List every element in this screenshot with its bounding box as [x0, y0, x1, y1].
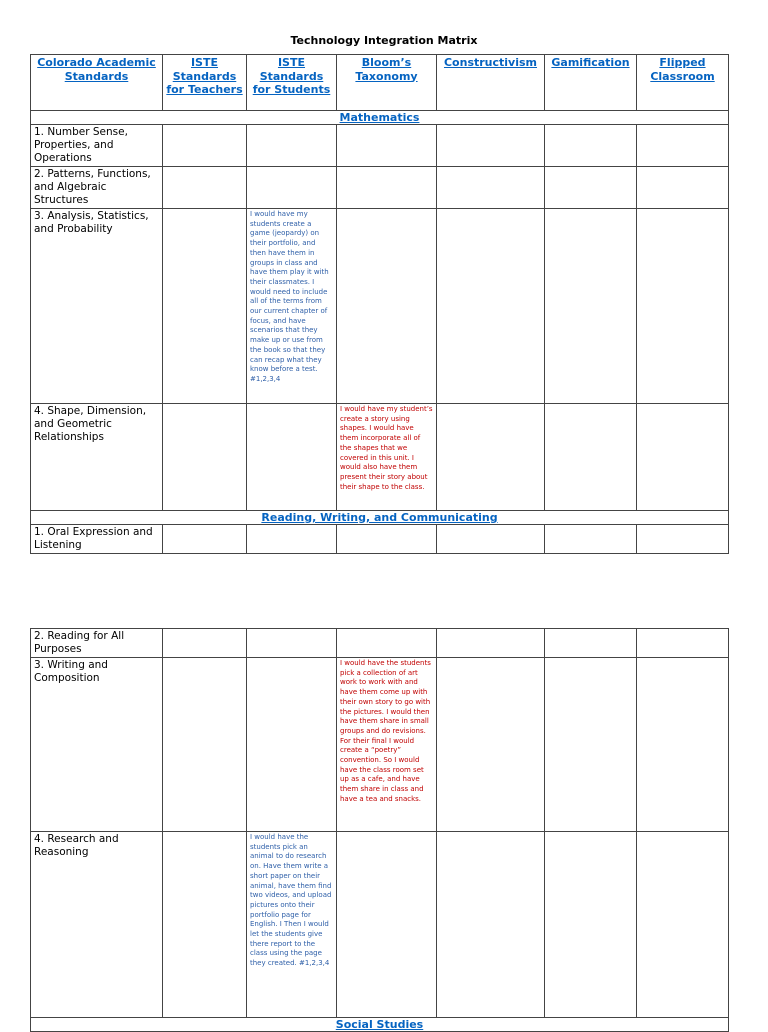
matrix-cell — [545, 167, 637, 209]
matrix-cell — [545, 404, 637, 511]
activity-note: I would have the students pick a collection of art work to work with and have them come up with their own story to go with the pictures. I would then have them share in small groups and do revisions. For their final I would create a “poetry” convention. So I would have the class room set up as a cafe, and have them share in class and have a tea and snacks. — [337, 658, 437, 832]
matrix-cell — [247, 404, 337, 511]
row-label: 4. Shape, Dimension, and Geometric Relationships — [31, 404, 163, 511]
matrix-cell — [163, 209, 247, 404]
document-title: Technology Integration Matrix — [290, 34, 478, 47]
matrix-cell — [437, 125, 545, 167]
matrix-cell — [637, 658, 729, 832]
matrix-cell — [437, 629, 545, 658]
header-row — [31, 55, 729, 111]
section-row-reading — [31, 511, 729, 525]
matrix-cell — [163, 525, 247, 554]
column-header-blooms[interactable]: Bloom’s Taxonomy — [337, 55, 437, 111]
matrix-cell — [337, 832, 437, 1018]
matrix-cell — [437, 404, 545, 511]
table-row — [31, 167, 729, 209]
row-label: 3. Writing and Composition — [31, 658, 163, 832]
column-header-flipped[interactable]: Flipped Classroom — [637, 55, 729, 111]
matrix-cell — [247, 525, 337, 554]
matrix-cell — [247, 125, 337, 167]
matrix-cell — [545, 629, 637, 658]
matrix-cell — [545, 658, 637, 832]
matrix-cell — [637, 167, 729, 209]
matrix-cell — [437, 167, 545, 209]
table-row — [31, 832, 729, 1018]
matrix-cell — [437, 209, 545, 404]
section-row-social-studies — [31, 1018, 729, 1032]
matrix-cell — [247, 629, 337, 658]
matrix-cell — [337, 209, 437, 404]
column-header-iste-students[interactable]: ISTE Standards for Students — [247, 55, 337, 111]
column-header-iste-teachers[interactable]: ISTE Standards for Teachers — [163, 55, 247, 111]
matrix-cell — [163, 832, 247, 1018]
matrix-cell — [247, 658, 337, 832]
matrix-cell — [545, 125, 637, 167]
activity-note: I would have the students pick an animal to do research on. Have them write a short paper on their animal, have them find two videos, and upload pictures onto their portfolio page for English. I Then I would let the students give there report to the class using the page they created. #1,2,3,4 — [247, 832, 337, 1018]
matrix-cell — [337, 525, 437, 554]
matrix-cell — [437, 832, 545, 1018]
row-label: 1. Oral Expression and Listening — [31, 525, 163, 554]
matrix-cell — [247, 167, 337, 209]
matrix-cell — [163, 167, 247, 209]
column-header-gamification[interactable]: Gamification — [545, 55, 637, 111]
column-header-constructivism[interactable]: Constructivism — [437, 55, 545, 111]
matrix-cell — [637, 209, 729, 404]
activity-note: I would have my students create a game (jeopardy) on their portfolio, and then have them in groups in class and have them play it with their classmates. I would need to include all of the terms from our current chapter of focus, and have scenarios that they make up or use from the book so that they can recap what they know before a test. #1,2,3,4 — [247, 209, 337, 404]
matrix-cell — [637, 832, 729, 1018]
matrix-table-page1 — [30, 54, 729, 554]
matrix-cell — [163, 125, 247, 167]
row-label: 3. Analysis, Statistics, and Probability — [31, 209, 163, 404]
matrix-cell — [337, 125, 437, 167]
table-row — [31, 404, 729, 511]
matrix-cell — [637, 125, 729, 167]
section-row-mathematics — [31, 111, 729, 125]
matrix-cell — [637, 525, 729, 554]
table-row — [31, 125, 729, 167]
row-label: 2. Patterns, Functions, and Algebraic Structures — [31, 167, 163, 209]
section-title-reading[interactable]: Reading, Writing, and Communicating — [31, 511, 729, 525]
matrix-table-page2 — [30, 628, 729, 1032]
matrix-cell — [437, 525, 545, 554]
table-row — [31, 525, 729, 554]
matrix-cell — [545, 209, 637, 404]
row-label: 4. Research and Reasoning — [31, 832, 163, 1018]
matrix-cell — [637, 629, 729, 658]
activity-note: I would have my student’s create a story using shapes. I would have them incorporate all of the shapes that we covered in this unit. I would also have them present their story about their shape to the class. — [337, 404, 437, 511]
section-title-social-studies[interactable]: Social Studies — [31, 1018, 729, 1032]
section-title-mathematics[interactable]: Mathematics — [31, 111, 729, 125]
matrix-cell — [337, 167, 437, 209]
matrix-cell — [163, 629, 247, 658]
column-header-colorado[interactable]: Colorado Academic Standards — [31, 55, 163, 111]
matrix-cell — [163, 404, 247, 511]
matrix-cell — [337, 629, 437, 658]
row-label: 2. Reading for All Purposes — [31, 629, 163, 658]
row-label: 1. Number Sense, Properties, and Operations — [31, 125, 163, 167]
matrix-cell — [163, 658, 247, 832]
matrix-cell — [545, 525, 637, 554]
matrix-cell — [545, 832, 637, 1018]
matrix-cell — [637, 404, 729, 511]
table-row — [31, 209, 729, 404]
table-row — [31, 629, 729, 658]
matrix-cell — [437, 658, 545, 832]
table-row — [31, 658, 729, 832]
